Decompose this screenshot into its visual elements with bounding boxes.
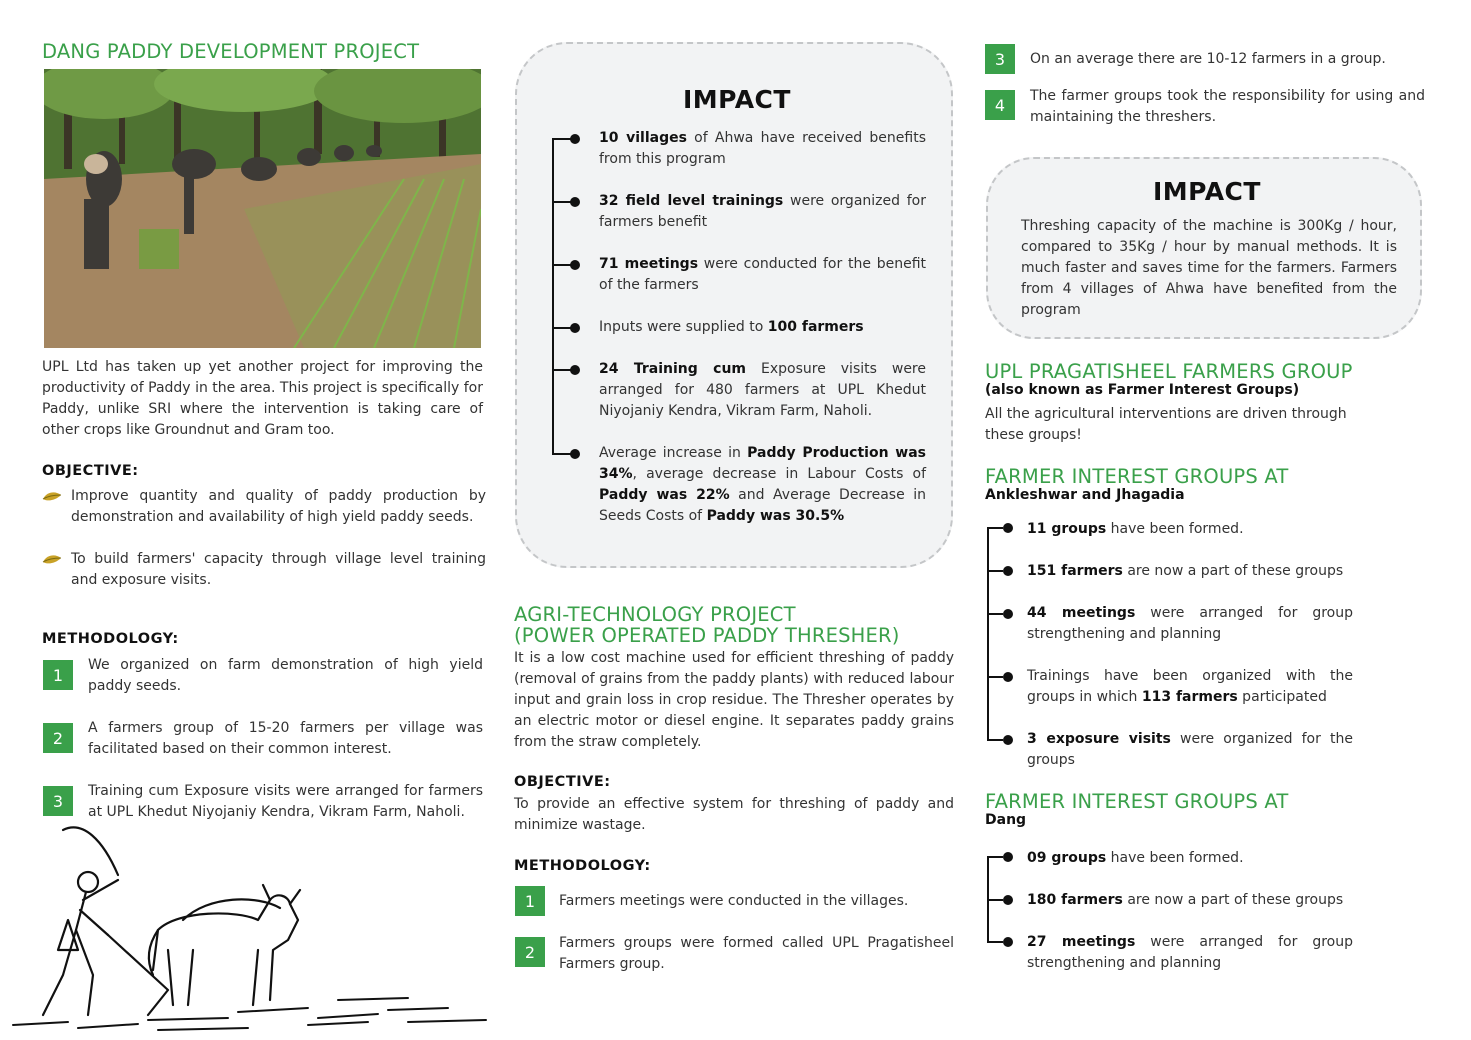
timeline-tick	[987, 856, 1003, 858]
dang-intro-text: UPL Ltd has taken up yet another project for improving the productivity of Paddy in the area. This project is specifically for Paddy, unlike SRI where the intervention is taking care of other crops like Groundnut and Gram too.	[42, 359, 483, 438]
fig-item: 3 exposure visits were organized for the groups	[1027, 731, 1353, 768]
timeline-dot	[570, 197, 580, 207]
step-number: 1	[515, 886, 545, 916]
agri-methodology-step-text: Farmers meetings were conducted in the villages.	[559, 893, 909, 909]
leaf-bullet-icon	[42, 490, 62, 504]
step-number: 3	[985, 44, 1015, 74]
objective-item	[42, 486, 486, 528]
fig-dang-subtitle: Dang	[985, 812, 1027, 828]
farmer-plough-illustration	[8, 800, 488, 1036]
timeline-dot	[1003, 609, 1013, 619]
objective-text: To build farmers' capacity through village level training and exposure visits.	[71, 551, 486, 588]
timeline-tick	[552, 453, 572, 455]
timeline-tick	[987, 570, 1003, 572]
pragatisheel-text: All the agricultural interventions are driven through these groups!	[985, 406, 1347, 443]
timeline-tick	[987, 899, 1003, 901]
fig-ankleshwar-title: FARMER INTEREST GROUPS AT	[985, 465, 1289, 488]
objective-item	[42, 549, 486, 591]
agri-methodology-step-text: Farmers groups were formed called UPL Pragatisheel Farmers group.	[559, 935, 954, 972]
fig-dang-title: FARMER INTEREST GROUPS AT	[985, 790, 1289, 813]
fig-item: 11 groups have been formed.	[1027, 521, 1244, 537]
step-number: 2	[515, 937, 545, 967]
step-number: 2	[43, 723, 73, 753]
impact-item: Average increase in Paddy Production was 34%, average decrease in Labour Costs of Paddy was 22% and Average Decrease in Seeds Costs of Paddy was 30.5%	[599, 445, 926, 524]
impact-item: 71 meetings were conducted for the benefit of the farmers	[599, 256, 926, 293]
agri-title-line2: (POWER OPERATED PADDY THRESHER)	[514, 624, 900, 647]
timeline-tick	[987, 527, 1003, 529]
timeline-dot	[1003, 735, 1013, 745]
timeline-dot	[1003, 523, 1013, 533]
agri-methodology-step-text: The farmer groups took the responsibility for using and maintaining the threshers.	[1030, 88, 1425, 125]
timeline-tick	[987, 739, 1003, 741]
objective-text: Improve quantity and quality of paddy production by demonstration and availability of high yield paddy seeds.	[71, 488, 486, 525]
timeline-tick	[987, 676, 1003, 678]
objective-heading: OBJECTIVE:	[42, 463, 139, 479]
timeline-tick	[552, 201, 572, 203]
timeline-dot	[570, 323, 580, 333]
fig-item: 27 meetings were arranged for group strengthening and planning	[1027, 934, 1353, 971]
impact-item: Inputs were supplied to 100 farmers	[599, 319, 864, 335]
pragatisheel-title: UPL PRAGATISHEEL FARMERS GROUP	[985, 360, 1353, 383]
timeline-tick	[987, 613, 1003, 615]
timeline-dot	[1003, 852, 1013, 862]
pragatisheel-subtitle: (also known as Farmer Interest Groups)	[985, 382, 1300, 398]
methodology-heading: METHODOLOGY:	[42, 631, 179, 647]
methodology-step-text: A farmers group of 15-20 farmers per village was facilitated based on their common interest.	[88, 720, 483, 757]
timeline-dot	[570, 134, 580, 144]
timeline-dot	[1003, 672, 1013, 682]
timeline-tick	[987, 941, 1003, 943]
methodology-step-text: We organized on farm demonstration of high yield paddy seeds.	[88, 657, 483, 694]
timeline-dot	[570, 449, 580, 459]
impact-item: 32 field level trainings were organized for farmers benefit	[599, 193, 926, 230]
fig-ankleshwar-subtitle: Ankleshwar and Jhagadia	[985, 487, 1185, 503]
dang-paddy-title: DANG PADDY DEVELOPMENT PROJECT	[42, 40, 420, 63]
timeline-tick	[552, 264, 572, 266]
timeline-dot	[570, 365, 580, 375]
fig-item: 09 groups have been formed.	[1027, 850, 1244, 866]
timeline-dot	[570, 260, 580, 270]
agri-intro-text: It is a low cost machine used for efficient threshing of paddy (removal of grains from the paddy plants) with reduced labour input and grain loss in crop residue. The Thresher operates by an electric motor or diesel engine. It separates paddy grains from the straw completely.	[514, 650, 954, 750]
timeline-tick	[552, 369, 572, 371]
agri-methodology-heading: METHODOLOGY:	[514, 858, 651, 874]
step-number: 4	[985, 90, 1015, 120]
timeline-tick	[552, 327, 572, 329]
methodology-step-text: Training cum Exposure visits were arranged for farmers at UPL Khedut Niyojaniy Kendra, Vikram Farm, Naholi.	[88, 783, 483, 820]
impact-item: 24 Training cum Exposure visits were arranged for 480 farmers at UPL Khedut Niyojaniy Kendra, Vikram Farm, Naholi.	[599, 361, 926, 419]
step-number: 1	[43, 660, 73, 690]
impact-title: IMPACT	[1153, 177, 1261, 206]
impact-item: 10 villages of Ahwa have received benefits from this program	[599, 130, 926, 167]
agri-title-line1: AGRI-TECHNOLOGY PROJECT	[514, 603, 796, 626]
step-number: 3	[43, 786, 73, 816]
agri-objective-text: To provide an effective system for threshing of paddy and minimize wastage.	[514, 796, 954, 833]
timeline-dot	[1003, 566, 1013, 576]
timeline-dot	[1003, 895, 1013, 905]
fig-item: Trainings have been organized with the groups in which 113 farmers participated	[1027, 668, 1353, 705]
impact-thresher-text: Threshing capacity of the machine is 300Kg / hour, compared to 35Kg / hour by manual methods. It is much faster and saves time for the farmers. Farmers from 4 villages of Ahwa have benefited from the program	[1021, 218, 1397, 318]
leaf-bullet-icon	[42, 553, 62, 567]
agri-objective-heading: OBJECTIVE:	[514, 774, 611, 790]
timeline-tick	[552, 138, 572, 140]
timeline-line	[552, 139, 554, 455]
timeline-dot	[1003, 937, 1013, 947]
paddy-field-photo	[44, 69, 481, 348]
timeline-line	[987, 527, 989, 740]
impact-title: IMPACT	[683, 85, 791, 114]
fig-item: 44 meetings were arranged for group strengthening and planning	[1027, 605, 1353, 642]
fig-item: 151 farmers are now a part of these groups	[1027, 563, 1344, 579]
fig-item: 180 farmers are now a part of these groups	[1027, 892, 1344, 908]
agri-methodology-step-text: On an average there are 10-12 farmers in a group.	[1030, 51, 1386, 67]
